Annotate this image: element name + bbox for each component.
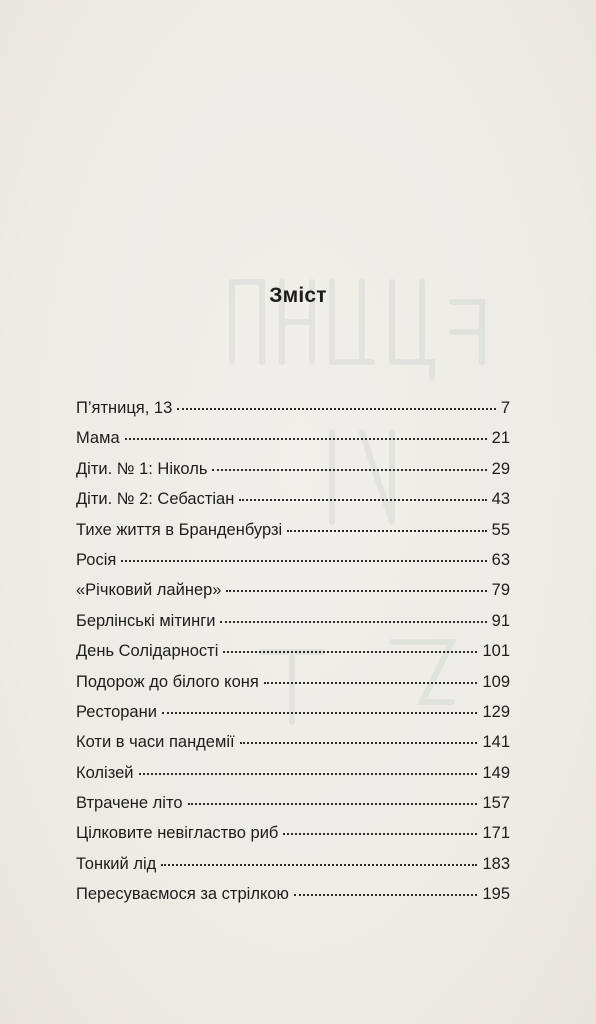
- toc-entry-title: Діти. № 2: Себастіан: [76, 490, 235, 509]
- dot-leader: [287, 529, 486, 532]
- toc-entry-title: День Солідарності: [76, 642, 219, 661]
- toc-entry-page-number: 79: [491, 581, 510, 600]
- toc-entry[interactable]: [76, 515, 510, 545]
- toc-entry[interactable]: [76, 454, 510, 484]
- dot-leader: [162, 711, 478, 714]
- toc-entry[interactable]: [76, 727, 510, 757]
- toc-entry-page-number: 157: [482, 794, 510, 813]
- toc-entry-page-number: 91: [491, 611, 510, 630]
- toc-entry-title: Втрачене літо: [76, 794, 183, 813]
- toc-entry-page-number: 183: [482, 854, 510, 873]
- toc-entry-title: Діти. № 1: Ніколь: [76, 459, 208, 478]
- toc-entry-page-number: 171: [482, 824, 510, 843]
- toc-entry-title: Колізей: [76, 763, 134, 782]
- table-of-contents: [76, 393, 510, 910]
- dot-leader: [212, 468, 486, 471]
- toc-entry[interactable]: [76, 849, 510, 879]
- toc-entry-page-number: 129: [482, 702, 510, 721]
- toc-entry[interactable]: [76, 758, 510, 788]
- toc-entry-title: Берлінські мітинги: [76, 611, 216, 630]
- dot-leader: [240, 741, 478, 744]
- toc-entry-page-number: 7: [500, 399, 510, 417]
- dot-leader: [177, 407, 496, 410]
- toc-entry-title: Тихе життя в Бранденбурзі: [76, 520, 283, 539]
- toc-entry[interactable]: [76, 667, 510, 697]
- toc-entry-page-number: 29: [491, 459, 510, 478]
- toc-entry-title: П’ятниця, 13: [76, 399, 173, 417]
- toc-entry[interactable]: [76, 484, 510, 514]
- dot-leader: [264, 681, 478, 684]
- toc-entry-page-number: 195: [482, 885, 510, 904]
- toc-entry[interactable]: [76, 606, 510, 636]
- dot-leader: [125, 437, 487, 440]
- toc-entry-page-number: 149: [482, 763, 510, 782]
- toc-entry-page-number: 101: [482, 642, 510, 661]
- dot-leader: [220, 620, 486, 623]
- toc-entry[interactable]: [76, 393, 510, 423]
- toc-entry-title: Пересуваємося за стрілкою: [76, 885, 289, 904]
- toc-entry-title: Подорож до білого коня: [76, 672, 259, 691]
- toc-entry-page-number: 43: [491, 490, 510, 509]
- toc-entry[interactable]: [76, 788, 510, 818]
- toc-entry[interactable]: [76, 818, 510, 848]
- toc-entry-title: Цілковите невігластво риб: [76, 824, 279, 843]
- toc-entry-page-number: 63: [491, 550, 510, 569]
- toc-entry-title: Мама: [76, 429, 120, 448]
- toc-entry-title: Тонкий лід: [76, 854, 157, 873]
- dot-leader: [139, 772, 478, 775]
- toc-entry[interactable]: [76, 879, 510, 909]
- dot-leader: [121, 559, 486, 562]
- dot-leader: [226, 589, 486, 592]
- toc-entry-page-number: 55: [491, 520, 510, 539]
- dot-leader: [188, 802, 478, 805]
- toc-entry[interactable]: [76, 636, 510, 666]
- toc-entry-title: Ресторани: [76, 702, 157, 721]
- toc-entry[interactable]: [76, 697, 510, 727]
- dot-leader: [294, 893, 478, 896]
- toc-title: Зміст: [269, 284, 327, 307]
- dot-leader: [239, 498, 486, 501]
- dot-leader: [161, 863, 477, 866]
- toc-entry-title: Коти в часи пандемії: [76, 733, 235, 752]
- dot-leader: [223, 650, 477, 653]
- toc-entry-page-number: 21: [491, 429, 510, 448]
- toc-entry-title: Росія: [76, 550, 117, 569]
- toc-entry[interactable]: [76, 545, 510, 575]
- toc-entry-page-number: 109: [482, 672, 510, 691]
- toc-entry-page-number: 141: [482, 733, 510, 752]
- toc-entry[interactable]: [76, 423, 510, 453]
- toc-entry-title: «Річковий лайнер»: [76, 581, 222, 600]
- dot-leader: [283, 832, 477, 835]
- toc-entry[interactable]: [76, 575, 510, 605]
